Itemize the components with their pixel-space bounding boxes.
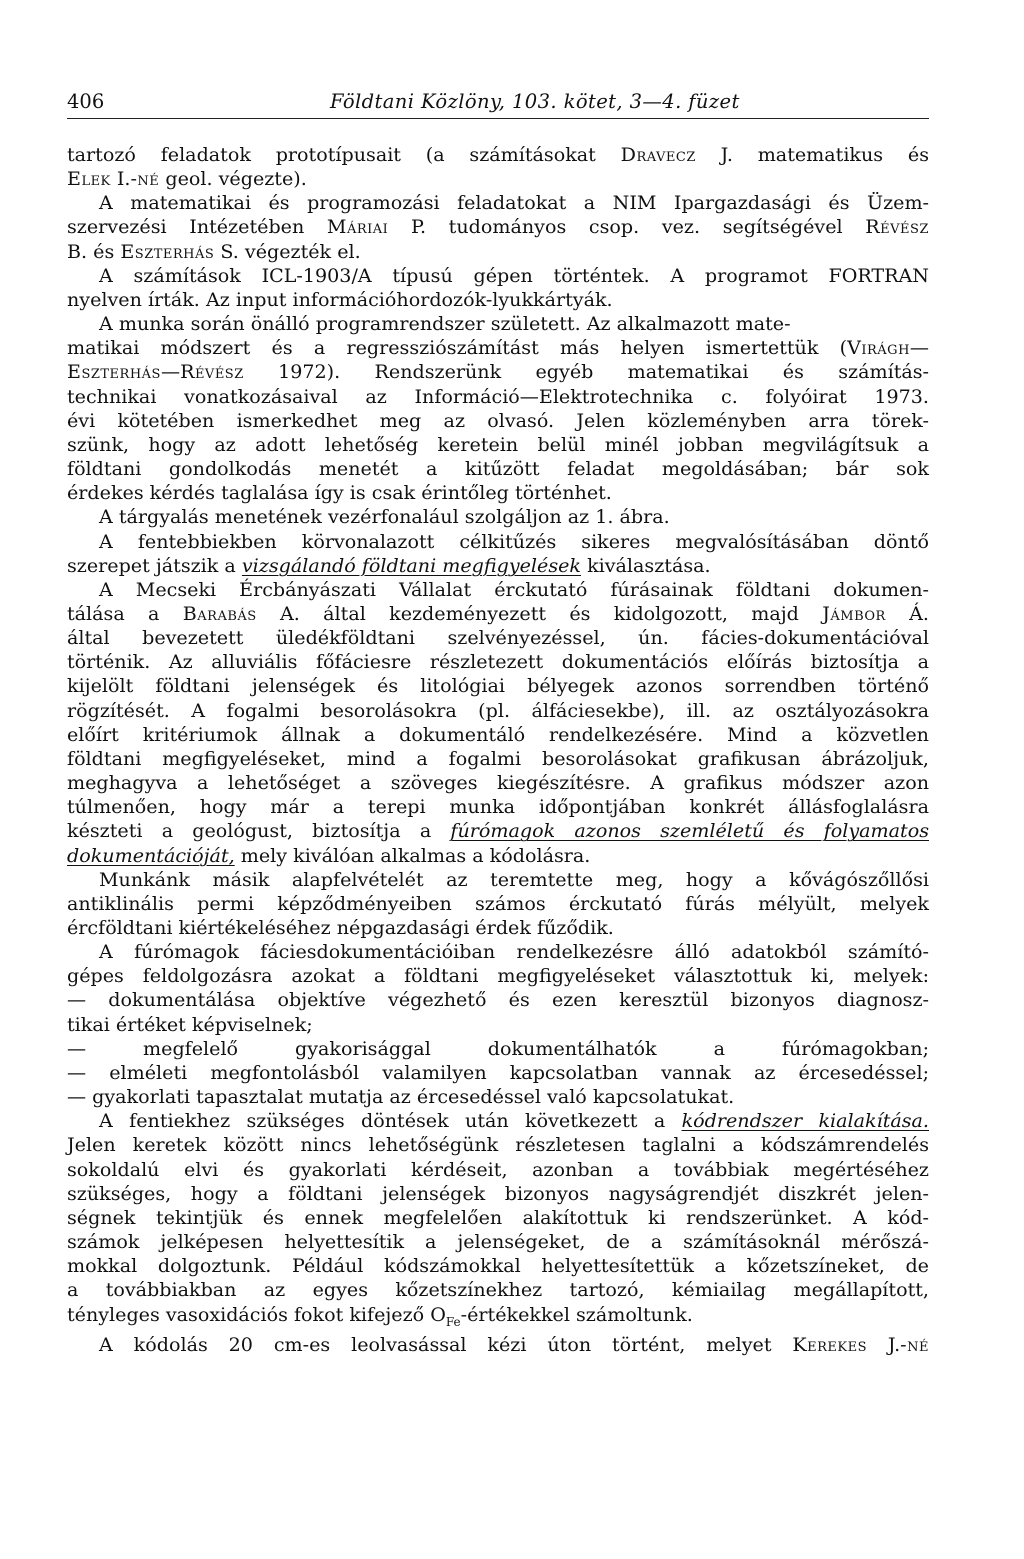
text-line	[67, 505, 929, 529]
text-run: -értékekkel számoltunk.	[460, 1302, 693, 1326]
text-run: kiválasztása.	[581, 553, 711, 577]
text-run: sokoldalú elvi és gyakorlati kérdéseit, azonban a továbbiak megértéséhez	[67, 1157, 929, 1181]
text-run: Dravecz	[620, 143, 696, 166]
text-run: B. és	[67, 239, 121, 263]
text-run: számok jelképesen helyettesítik a jelenségeket, de a számításoknál mérőszá-	[67, 1230, 929, 1254]
text-run: tényleges vasoxidációs fokot kifejező O	[67, 1302, 446, 1326]
text-run: Á.	[885, 601, 929, 625]
text-line	[67, 554, 929, 578]
text-line	[67, 578, 929, 602]
text-line	[67, 433, 929, 457]
text-run: P. tudományos csop. vez. segítségével	[388, 215, 866, 239]
text-run: gépes feldolgozásra azokat a földtani megfigyeléseket választottuk ki, melyek:	[67, 964, 929, 988]
text-run: J.	[867, 1333, 901, 1357]
text-run: 1972). Rendszerünk egyéb matematikai és számítás-	[243, 360, 929, 384]
text-line	[67, 650, 929, 674]
text-line	[67, 143, 929, 167]
text-run: Jámbor	[822, 601, 886, 625]
text-line	[67, 1333, 929, 1357]
text-run: előírt kritériumok állnak a dokumentáló rendelkezésére. Mind a közvetlen	[67, 722, 929, 746]
text-run: technikai vonatkozásaival az Információ—Elektrotechnika c. folyóirat 1973.	[67, 384, 929, 408]
text-line	[67, 1254, 929, 1278]
text-run: matikai módszert és a regressziószámítást más helyen ismertettük (	[67, 336, 848, 360]
text-run: I.	[110, 167, 131, 191]
text-run: Eszterhás	[120, 239, 215, 263]
text-line	[67, 1085, 929, 1109]
text-run: ségnek tekintjük és ennek megfelelően alakítottuk ki rendszerünket. A kód-	[67, 1205, 929, 1229]
text-run: nyelven írták. Az input információhordozók-lyukkártyák.	[67, 287, 613, 311]
text-run: S. végezték el.	[214, 239, 361, 263]
text-run: — gyakorlati tapasztalat mutatja az ércesedéssel való kapcsolatukat.	[67, 1085, 735, 1109]
text-run: — dokumentálása objektíve végezhető és ezen keresztül bizonyos diagnosz-	[67, 988, 929, 1012]
text-run: A fentebbiekben körvonalazott célkitűzés sikeres megvalósításában döntő	[99, 529, 929, 553]
text-run: meghagyva a lehetőséget a szöveges kiegészítésre. A grafikus módszer azon	[67, 771, 929, 795]
text-run: A Mecseki Ércbányászati Vállalat érckutató fúrásainak földtani dokumen-	[99, 577, 929, 601]
text-line	[67, 1109, 929, 1133]
text-run: ércföldtani kiértékeléséhez népgazdasági érdek fűződik.	[67, 916, 614, 939]
text-run: rögzítését. A fogalmi besorolásokra (pl. álfáciesekbe), ill. az osztályozásokra	[67, 698, 929, 722]
text-run: földtani megfigyeléseket, mind a fogalmi besorolásokat grafikusan ábrázoljuk,	[67, 746, 929, 770]
text-run: történik. Az alluviális főfáciesre részletezett dokumentációs előírás biztosítja a	[67, 650, 929, 674]
running-header	[67, 88, 929, 119]
text-line	[67, 819, 929, 843]
text-run: Máriai	[326, 215, 389, 239]
text-run: vizsgálandó földtani megfigyelések	[241, 553, 581, 577]
text-run: érdekes kérdés taglalása így is csak érintőleg történhet.	[67, 481, 612, 505]
text-run: —	[909, 336, 929, 360]
text-line	[67, 312, 929, 336]
text-line	[67, 264, 929, 288]
text-run: — megfelelő gyakorisággal dokumentálhatók a fúrómagokban;	[67, 1036, 929, 1060]
text-line	[67, 602, 929, 626]
text-run: tartozó feladatok prototípusait (a számításokat	[67, 143, 621, 166]
text-line	[67, 385, 929, 409]
text-line	[67, 1303, 929, 1334]
text-line	[67, 530, 929, 554]
text-line	[67, 288, 929, 312]
text-line	[67, 1133, 929, 1157]
text-line	[67, 626, 929, 650]
text-line	[67, 771, 929, 795]
text-line	[67, 457, 929, 481]
page-number: 406	[67, 90, 105, 113]
text-run: Elek	[67, 167, 111, 191]
text-line	[67, 699, 929, 723]
text-line	[67, 215, 929, 239]
text-line	[67, 1061, 929, 1085]
text-line	[67, 723, 929, 747]
text-line	[67, 1158, 929, 1182]
text-line	[67, 360, 929, 384]
text-line	[67, 674, 929, 698]
subscript-text: Fe	[445, 1314, 461, 1329]
text-line	[67, 916, 929, 940]
text-run: szervezési Intézetében	[67, 215, 327, 239]
text-run: által bevezetett üledékföldtani szelvényezéssel, ún. fácies-dokumentációval	[67, 626, 929, 650]
text-line	[67, 481, 929, 505]
text-line	[67, 1182, 929, 1206]
text-run: szerepet játszik a	[67, 553, 242, 577]
text-run: tálása a	[67, 601, 183, 625]
text-line	[67, 1013, 929, 1037]
text-line	[67, 844, 929, 868]
text-line	[67, 795, 929, 819]
text-run: fúrómagok azonos szemléletű és folyamatos	[450, 819, 929, 843]
text-line	[67, 988, 929, 1012]
text-line	[67, 1037, 929, 1061]
text-run: szünk, hogy az adott lehetőség keretein belül minél jobban megvilágítsuk a	[67, 432, 929, 456]
text-run: -né	[130, 167, 160, 191]
text-run: dokumentációját,	[67, 843, 235, 867]
text-line	[67, 191, 929, 215]
text-run: a továbbiakban az egyes kőzetszínekhez tartozó, kémiailag megállapított,	[67, 1278, 929, 1302]
text-run: A fentiekhez szükséges döntések után következett a	[99, 1109, 682, 1133]
text-run: antiklinális permi képződményeiben számos érckutató fúrás mélyült, melyek	[67, 891, 929, 915]
journal-title: Földtani Közlöny, 103. kötet, 3—4. füzet	[330, 90, 740, 113]
text-line	[67, 1278, 929, 1302]
text-run: Eszterhás	[67, 360, 161, 384]
text-run: Révész	[180, 360, 244, 384]
text-run: A matematikai és programozási feladatokat a NIM Ipargazdasági és Üzem-	[99, 191, 929, 215]
text-line	[67, 167, 929, 191]
text-line	[67, 336, 929, 360]
text-line	[67, 409, 929, 433]
text-run: mely kiválóan alkalmas a kódolásra.	[234, 843, 591, 867]
text-line	[67, 892, 929, 916]
text-run: Kerekes	[792, 1333, 868, 1357]
text-run: A kódolás 20 cm-es leolvasással kézi úton történt, melyet	[99, 1333, 793, 1357]
text-run: Barabás	[182, 601, 257, 625]
text-run: tikai értéket képviselnek;	[67, 1012, 313, 1036]
text-run: készteti a geológust, biztosítja a	[67, 819, 451, 843]
text-line	[67, 240, 929, 264]
text-run: Jelen keretek között nincs lehetőségünk részletesen taglalni a kódszámrendelés	[67, 1133, 929, 1157]
text-run: A. által kezdeményezett és kidolgozott, majd	[256, 601, 823, 625]
text-run: geol. végezte).	[159, 167, 307, 191]
text-run: Munkánk másik alapfelvételét az teremtette meg, hogy a kővágószőllősi	[99, 867, 929, 891]
text-line	[67, 868, 929, 892]
text-run: szükséges, hogy a földtani jelenségek bizonyos nagyságrendjét diszkrét jelen-	[67, 1181, 929, 1205]
text-run: földtani gondolkodás menetét a kitűzött feladat megoldásában; bár sok	[67, 457, 929, 481]
text-run: — elméleti megfontolásból valamilyen kapcsolatban vannak az ércesedéssel;	[67, 1060, 929, 1084]
text-line	[67, 747, 929, 771]
text-run: mokkal dolgoztunk. Például kódszámokkal helyettesítettük a kőzetszíneket, de	[67, 1254, 929, 1278]
text-run: -né	[900, 1333, 929, 1357]
text-line	[67, 964, 929, 988]
text-run: kódrendszer kialakítása.	[681, 1109, 930, 1133]
text-run: túlmenően, hogy már a terepi munka időpontjában konkrét állásfoglalásra	[67, 795, 929, 819]
body-text	[67, 143, 929, 1358]
text-run: —	[160, 360, 181, 384]
text-run: kijelölt földtani jelenségek és litológiai bélyegek azonos sorrendben történő	[67, 674, 929, 698]
text-run: évi kötetében ismerkedhet meg az olvasó. Jelen közleményben arra törek-	[67, 408, 929, 432]
text-run: Révész	[865, 215, 929, 239]
text-line	[67, 940, 929, 964]
text-run: A fúrómagok fáciesdokumentációiban rendelkezésre álló adatokból számító-	[99, 940, 929, 964]
text-run: J. matematikus és	[695, 143, 929, 166]
text-run: A munka során önálló programrendszer született. Az alkalmazott mate-	[99, 312, 791, 336]
text-line	[67, 1230, 929, 1254]
text-run: A tárgyalás menetének vezérfonalául szolgáljon az 1. ábra.	[99, 505, 670, 529]
text-run: Virágh	[847, 336, 910, 360]
text-run: A számítások ICL-1903/A típusú gépen történtek. A programot FORTRAN	[99, 263, 929, 287]
text-line	[67, 1206, 929, 1230]
